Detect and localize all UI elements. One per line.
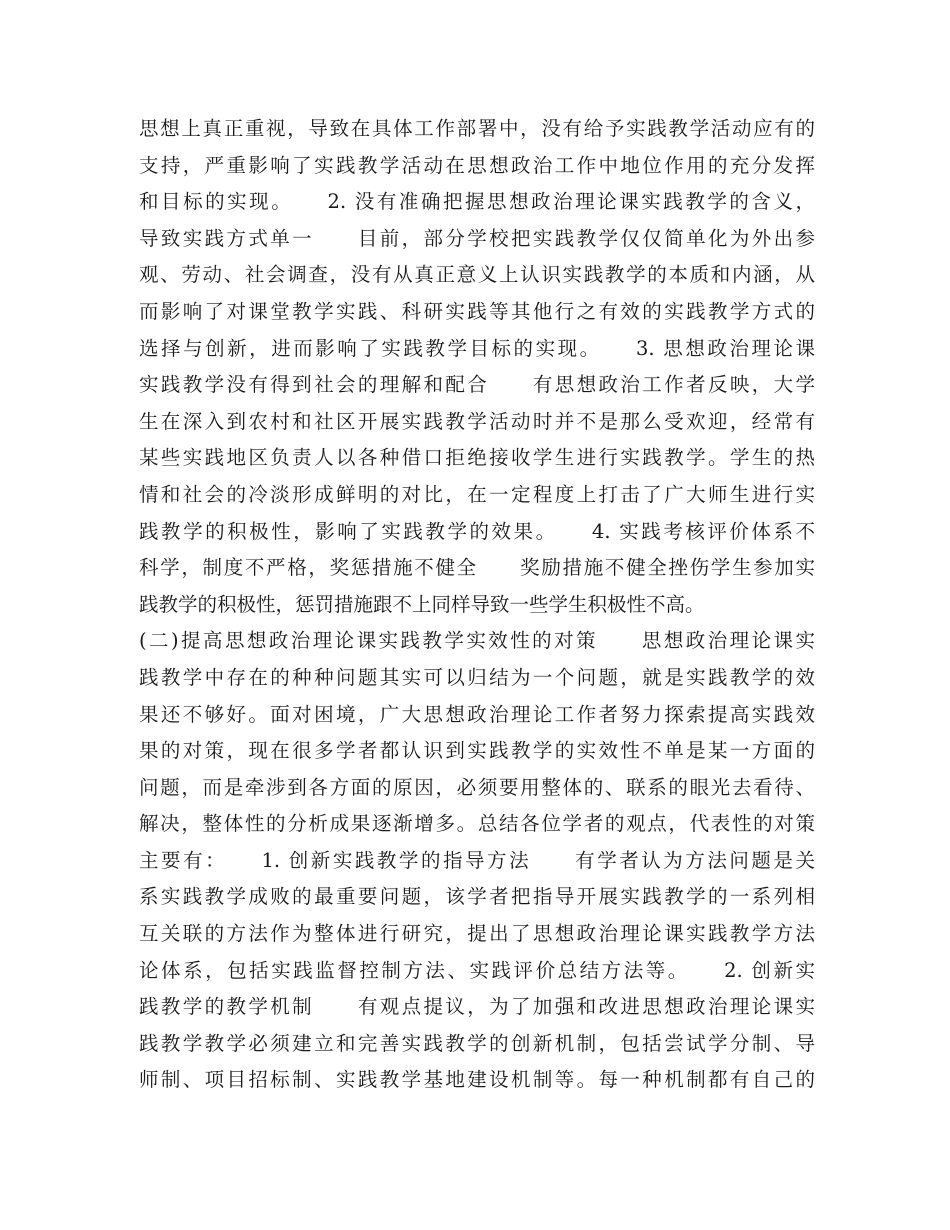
text-line: 师制、项目招标制、实践教学基地建设机制等。每一种机制都有自己的 (139, 1068, 815, 1092)
text-line: 生在深入到农村和社区开展实践教学活动时并不是那么受欢迎，经常有 (139, 409, 815, 433)
text-line: 选择与创新，进而影响了实践教学目标的实现。 3. 思想政治理论课 (139, 336, 815, 360)
text-line: 观、劳动、社会调查，没有从真正意义上认识实践教学的本质和内涵，从 (139, 263, 815, 287)
text-line: 和目标的实现。 2. 没有准确把握思想政治理论课实践教学的含义， (139, 190, 815, 214)
text-line: 践教学教学必须建立和完善实践教学的创新机制，包括尝试学分制、导 (139, 1031, 815, 1055)
text-line: 支持，严重影响了实践教学活动在思想政治工作中地位作用的充分发挥 (139, 153, 815, 177)
text-line: 而影响了对课堂教学实践、科研实践等其他行之有效的实践教学方式的 (139, 299, 815, 323)
text-line: 践教学的教学机制 有观点提议，为了加强和改进思想政治理论课实 (139, 995, 815, 1019)
body-text (139, 111, 815, 1099)
text-line: 践教学中存在的种种问题其实可以归结为一个问题，就是实践教学的效 (139, 665, 815, 689)
text-line: 践教学的积极性，惩罚措施跟不上同样导致一些学生积极性不高。 (139, 592, 705, 616)
text-line: 论体系，包括实践监督控制方法、实践评价总结方法等。 2. 创新实 (139, 958, 815, 982)
text-line: 系实践教学成败的最重要问题，该学者把指导开展实践教学的一系列相 (139, 885, 815, 909)
text-line: 主要有： 1. 创新实践教学的指导方法 有学者认为方法问题是关 (139, 848, 815, 872)
text-line: 践教学的积极性，影响了实践教学的效果。 4. 实践考核评价体系不 (139, 519, 815, 543)
text-line: 思想上真正重视，导致在具体工作部署中，没有给予实践教学活动应有的 (139, 117, 815, 140)
text-line: (二)提高思想政治理论课实践教学实效性的对策 思想政治理论课实 (139, 629, 815, 653)
text-line: 互关联的方法作为整体进行研究，提出了思想政治理论课实践教学方法 (139, 922, 815, 946)
text-line: 导致实践方式单一 目前，部分学校把实践教学仅仅简单化为外出参 (139, 226, 815, 250)
text-line: 解决，整体性的分析成果逐渐增多。总结各位学者的观点，代表性的对策 (139, 812, 815, 836)
text-line: 果的对策，现在很多学者都认识到实践教学的实效性不单是某一方面的 (139, 739, 815, 763)
text-line: 实践教学没有得到社会的理解和配合 有思想政治工作者反映，大学 (139, 373, 815, 397)
text-line: 情和社会的冷淡形成鲜明的对比，在一定程度上打击了广大师生进行实 (139, 482, 815, 506)
text-line: 某些实践地区负责人以各种借口拒绝接收学生进行实践教学。学生的热 (139, 446, 815, 470)
text-line: 科学，制度不严格，奖惩措施不健全 奖励措施不健全挫伤学生参加实 (139, 556, 815, 580)
text-line: 果还不够好。面对困境，广大思想政治理论工作者努力探索提高实践效 (139, 702, 815, 726)
text-line: 问题，而是牵涉到各方面的原因，必须要用整体的、联系的眼光去看待、 (139, 775, 815, 799)
